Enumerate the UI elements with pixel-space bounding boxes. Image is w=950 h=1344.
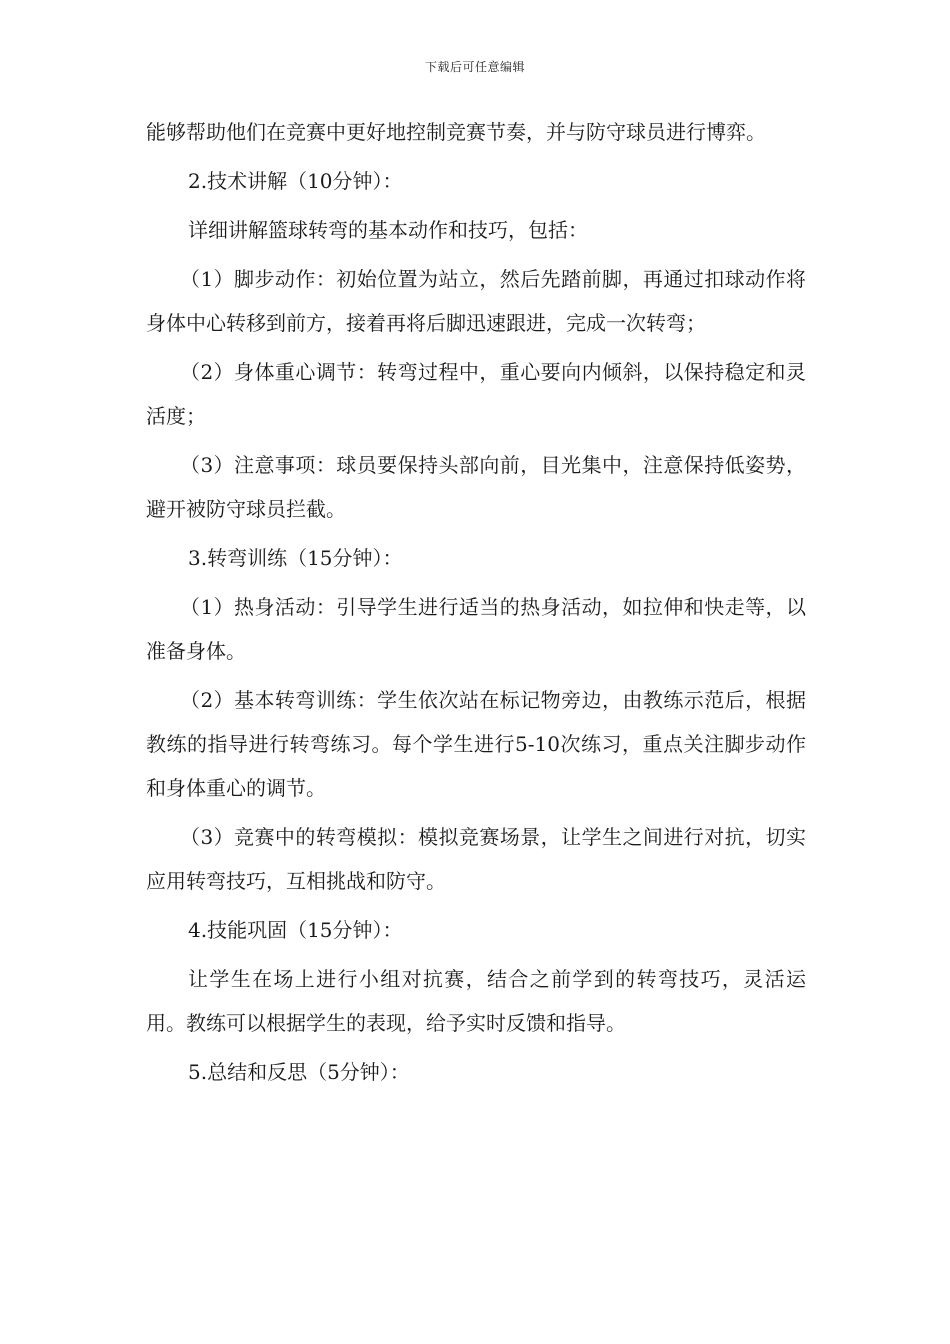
- paragraph-consolidation: 让学生在场上进行小组对抗赛，结合之前学到的转弯技巧，灵活运用。教练可以根据学生的表现，给予实时反馈和指导。: [146, 967, 806, 1035]
- list-item-basic-training: （2）基本转弯训练：学生依次站在标记物旁边，由教练示范后，根据教练的指导进行转弯练习。每个学生进行5-10次练习，重点关注脚步动作和身体重心的调节。: [146, 688, 806, 800]
- section-heading-technique: 2.技术讲解（10分钟）：: [188, 169, 403, 193]
- list-item-notes: （3）注意事项：球员要保持头部向前，目光集中，注意保持低姿势，避开被防守球员拦截。: [146, 453, 806, 521]
- document-body: [146, 110, 806, 1099]
- paragraph-technique-intro: 详细讲解篮球转弯的基本动作和技巧，包括：: [188, 218, 588, 242]
- page-header: 下载后可任意编辑: [424, 60, 525, 74]
- paragraph-continuation: 能够帮助他们在竞赛中更好地控制竞赛节奏，并与防守球员进行博弈。: [146, 120, 766, 144]
- list-item-warmup: （1）热身活动：引导学生进行适当的热身活动，如拉伸和快走等，以准备身体。: [146, 595, 806, 663]
- section-heading-summary: 5.总结和反思（5分钟）：: [188, 1060, 410, 1084]
- section-heading-consolidation: 4.技能巩固（15分钟）：: [188, 918, 403, 942]
- list-item-balance: （2）身体重心调节：转弯过程中，重心要向内倾斜，以保持稳定和灵活度；: [146, 360, 806, 428]
- section-heading-training: 3.转弯训练（15分钟）：: [188, 546, 403, 570]
- list-item-simulation: （3）竞赛中的转弯模拟：模拟竞赛场景，让学生之间进行对抗，切实应用转弯技巧，互相挑战和防守。: [146, 825, 806, 893]
- list-item-footwork: （1）脚步动作：初始位置为站立，然后先踏前脚，再通过扣球动作将身体中心转移到前方，接着再将后脚迅速跟进，完成一次转弯；: [146, 267, 806, 335]
